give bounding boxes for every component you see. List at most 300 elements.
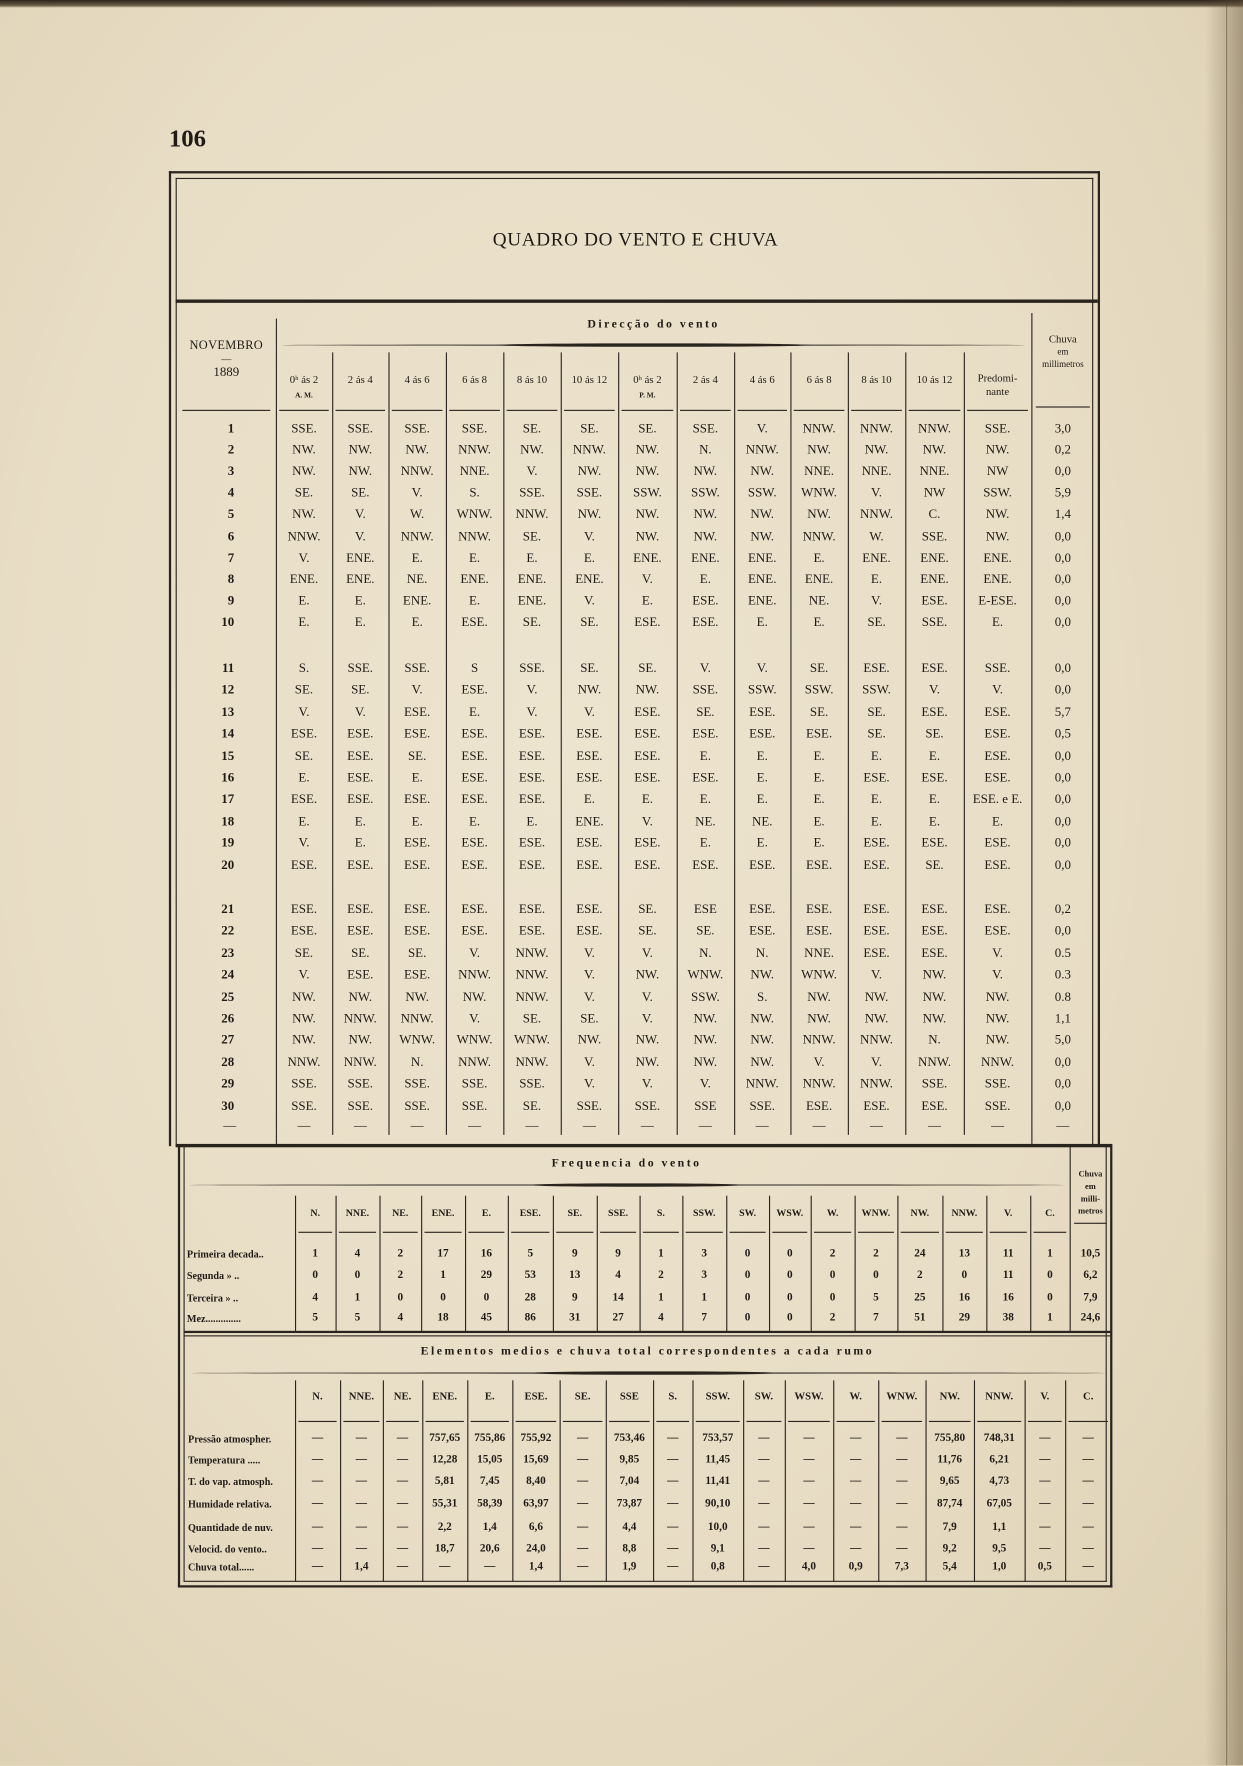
predominant-wind-cell: NW.: [985, 508, 1010, 522]
wind-direction-cell: E.: [928, 814, 941, 829]
wind-direction-cell: V.: [298, 968, 310, 982]
wind-direction-cell: ENE.: [575, 814, 604, 829]
frequency-count-cell: 29: [958, 1311, 970, 1325]
means-value-cell: 6,21: [989, 1453, 1010, 1466]
rain-mm-cell: 0,0: [1054, 594, 1071, 608]
wind-direction-cell: E.: [813, 771, 825, 785]
header-underline: [298, 1232, 332, 1233]
means-value-cell: —: [1039, 1453, 1051, 1466]
frequency-count-cell: 0: [312, 1268, 319, 1282]
wind-direction-cell: V.: [411, 486, 423, 501]
wind-direction-cell: NNW.: [802, 1034, 836, 1048]
wind-direction-cell: V.: [298, 836, 310, 851]
predominant-wind-cell: SSE.: [984, 1077, 1011, 1092]
means-section-title: Elementos medios e chuva total correspondentes a cada rumo: [420, 1345, 875, 1358]
wind-direction-cell: W.: [410, 508, 425, 522]
means-row-label: Pressão atmospher.: [188, 1433, 272, 1445]
wind-direction-cell: NW.: [348, 1034, 373, 1048]
wind-direction-cell: N.: [410, 1055, 424, 1070]
end-marker: —: [582, 1119, 596, 1133]
wind-direction-cell: V.: [583, 968, 595, 982]
frequency-column-header: NW.: [910, 1206, 930, 1219]
means-value-cell: —: [355, 1542, 368, 1555]
wind-direction-cell: SSE.: [634, 1099, 661, 1114]
wind-direction-cell: NNE.: [804, 465, 835, 479]
frequency-column-header: SSW.: [692, 1206, 716, 1219]
frequency-count-cell: 1: [440, 1268, 446, 1282]
header-underline: [392, 410, 443, 411]
frequency-count-cell: 0: [744, 1291, 751, 1304]
wind-direction-cell: E.: [411, 551, 423, 565]
wind-direction-cell: SSE.: [519, 1077, 545, 1092]
wind-direction-cell: SSE.: [749, 1099, 776, 1114]
wind-direction-cell: NW.: [292, 1012, 316, 1026]
rain-mm-cell: 0,0: [1054, 771, 1071, 785]
wind-direction-cell: N.: [928, 1034, 941, 1048]
wind-direction-cell: SSE.: [519, 662, 545, 676]
wind-direction-cell: ESE.: [461, 793, 488, 807]
wind-direction-cell: ESE.: [347, 902, 374, 917]
wind-direction-cell: V.: [699, 662, 711, 676]
wind-direction-cell: ESE.: [461, 902, 488, 917]
wind-direction-cell: NW.: [577, 465, 602, 479]
wind-direction-cell: NNW.: [400, 1012, 434, 1026]
frequency-count-cell: 0: [787, 1247, 793, 1260]
frequency-count-cell: 38: [1002, 1311, 1014, 1325]
wind-direction-cell: NE.: [808, 594, 830, 608]
frequency-count-cell: 1: [354, 1291, 361, 1304]
header-underline: [1036, 406, 1090, 407]
wind-direction-cell: ESE.: [692, 771, 719, 785]
wind-direction-cell: NW.: [462, 990, 487, 1004]
wind-direction-cell: WNW.: [514, 1034, 550, 1048]
frequency-column-header: WSW.: [776, 1206, 804, 1219]
wind-direction-cell: ESE.: [805, 858, 833, 873]
header-underline: [468, 1232, 504, 1233]
frequency-rain-cell: 24,6: [1080, 1311, 1101, 1325]
wind-direction-cell: ESE.: [461, 858, 488, 873]
wind-direction-cell: NW.: [693, 1055, 718, 1070]
means-value-cell: 9,5: [992, 1542, 1007, 1555]
wind-direction-cell: E.: [813, 551, 825, 565]
wind-direction-cell: SE.: [522, 422, 542, 436]
header-underline: [814, 1232, 851, 1233]
header-underline: [426, 1421, 464, 1422]
frequency-rain-header-line-1: Chuva: [1078, 1168, 1103, 1179]
wind-direction-cell: SE.: [294, 486, 314, 501]
means-value-cell: —: [758, 1432, 770, 1445]
frequency-count-cell: 24: [914, 1247, 926, 1260]
means-value-cell: —: [484, 1560, 496, 1573]
wind-direction-cell: NW.: [693, 529, 718, 544]
rain-mm-cell: 0,0: [1054, 836, 1071, 851]
header-underline: [383, 1232, 418, 1233]
means-value-cell: —: [758, 1497, 770, 1510]
end-marker: —: [870, 1119, 883, 1133]
means-value-cell: 755,92: [520, 1432, 552, 1445]
rain-header-line-3: millimetros: [1042, 359, 1084, 370]
wind-direction-cell: SSE.: [692, 422, 719, 436]
day-number: 12: [221, 683, 235, 698]
wind-direction-cell: SSW.: [862, 683, 891, 698]
wind-direction-cell: V.: [583, 990, 595, 1004]
rain-mm-cell: 5,7: [1054, 705, 1071, 720]
wind-direction-cell: E.: [813, 836, 825, 851]
wind-direction-cell: ESE.: [805, 902, 833, 917]
predominant-wind-cell: ESE.: [984, 749, 1011, 763]
wind-direction-cell: ESE.: [749, 902, 776, 917]
day-number: 9: [227, 594, 235, 608]
frequency-count-cell: 11: [1002, 1247, 1014, 1260]
wind-direction-cell: E.: [928, 749, 941, 763]
wind-direction-cell: SSE.: [461, 1099, 488, 1114]
means-value-cell: 58,39: [477, 1497, 503, 1510]
frequency-column-header: C.: [1045, 1206, 1055, 1219]
means-value-cell: 0,8: [710, 1560, 725, 1573]
header-underline: [182, 410, 270, 411]
means-value-cell: 1,1: [992, 1521, 1007, 1534]
day-number: 26: [221, 1012, 235, 1026]
header-underline: [929, 1421, 971, 1422]
frequency-count-cell: 0: [873, 1268, 879, 1282]
wind-direction-cell: ESE.: [921, 902, 948, 917]
means-value-cell: —: [803, 1497, 815, 1510]
end-marker: —: [223, 1119, 237, 1133]
predominant-wind-cell: ESE.: [984, 902, 1011, 917]
means-value-cell: 1,4: [528, 1560, 543, 1573]
means-value-cell: 7,3: [894, 1560, 909, 1573]
wind-direction-cell: NNW.: [745, 443, 779, 458]
wind-direction-cell: ESE.: [290, 727, 318, 742]
wind-direction-cell: V.: [411, 683, 423, 698]
means-row-label: Humidade relativa.: [188, 1498, 272, 1510]
end-marker: —: [640, 1119, 654, 1133]
wind-direction-cell: E.: [468, 705, 481, 720]
wind-direction-cell: ESE.: [576, 771, 603, 785]
wind-direction-cell: SE.: [522, 529, 542, 544]
frequency-count-cell: 1: [658, 1247, 664, 1260]
means-value-cell: —: [896, 1453, 908, 1466]
means-column-header: NNE.: [348, 1391, 375, 1403]
wind-direction-cell: NNW.: [287, 1055, 321, 1070]
wind-direction-cell: WNW.: [456, 508, 493, 522]
means-value-cell: —: [396, 1497, 409, 1510]
predominant-wind-cell: SSE.: [984, 1099, 1011, 1114]
means-value-cell: —: [311, 1432, 324, 1445]
means-value-cell: 7,45: [479, 1474, 500, 1488]
means-value-cell: —: [758, 1474, 770, 1488]
rain-mm-cell: 0,0: [1054, 858, 1071, 873]
wind-direction-cell: NW.: [577, 683, 602, 698]
means-column-header: V.: [1040, 1391, 1050, 1403]
predominant-wind-cell: ESE.: [984, 924, 1011, 939]
wind-direction-cell: NW.: [635, 508, 660, 522]
frequency-count-cell: 7: [873, 1311, 879, 1325]
year-label: 1889: [213, 365, 240, 380]
wind-direction-cell: SE.: [638, 422, 657, 436]
wind-direction-cell: SE.: [580, 662, 599, 676]
rain-mm-cell: 0,0: [1054, 551, 1071, 565]
predominant-header-line-2: nante: [985, 387, 1010, 399]
means-column-header: SSW.: [705, 1391, 730, 1403]
wind-direction-cell: ENE.: [402, 594, 432, 608]
means-value-cell: 11,45: [705, 1453, 731, 1466]
means-value-cell: —: [355, 1521, 368, 1534]
means-value-cell: —: [396, 1542, 409, 1555]
wind-direction-cell: NW.: [635, 465, 660, 479]
means-value-cell: 0,9: [848, 1560, 863, 1573]
means-value-cell: 755,80: [934, 1432, 966, 1445]
rain-mm-cell: 0,2: [1054, 443, 1071, 458]
wind-direction-cell: ENE.: [460, 572, 489, 587]
wind-direction-cell: NW.: [693, 1034, 718, 1048]
frequency-count-cell: 27: [612, 1311, 624, 1325]
wind-direction-cell: SE.: [407, 946, 427, 961]
means-value-cell: —: [803, 1453, 815, 1466]
means-value-cell: —: [577, 1474, 589, 1488]
header-underline: [746, 1421, 781, 1422]
wind-direction-cell: V.: [354, 529, 366, 544]
means-value-cell: —: [1082, 1521, 1094, 1534]
predominant-wind-cell: ESE.: [984, 727, 1011, 742]
wind-direction-cell: N.: [699, 946, 712, 961]
wind-direction-cell: SE.: [580, 615, 599, 630]
means-column-header: NNW.: [985, 1391, 1014, 1403]
time-column-header: 10 ás 12: [571, 374, 608, 387]
header-underline: [564, 410, 615, 411]
predominant-wind-cell: ENE.: [983, 551, 1012, 565]
wind-direction-cell: NE.: [695, 814, 716, 829]
wind-direction-cell: SE.: [638, 924, 657, 939]
wind-direction-cell: E.: [699, 793, 711, 807]
header-underline: [946, 1232, 983, 1233]
wind-direction-cell: NNW.: [860, 422, 893, 436]
frequency-column-header: N.: [310, 1206, 321, 1219]
wind-direction-cell: ESE.: [461, 749, 488, 763]
means-value-cell: —: [1082, 1542, 1094, 1555]
means-value-cell: —: [1082, 1432, 1094, 1445]
wind-direction-cell: SE.: [580, 422, 599, 436]
wind-direction-cell: ESE.: [518, 771, 546, 785]
wind-direction-cell: SSE.: [404, 1099, 430, 1114]
wind-direction-cell: NW.: [750, 1034, 775, 1048]
frequency-rain-cell: 6,2: [1083, 1268, 1098, 1282]
wind-direction-cell: SSE.: [291, 1099, 317, 1114]
wind-direction-cell: NW.: [750, 968, 775, 982]
frequency-count-cell: 0: [354, 1268, 361, 1282]
wind-direction-cell: V.: [354, 508, 366, 522]
wind-direction-cell: NW.: [807, 1012, 831, 1026]
wind-direction-cell: W.: [869, 529, 884, 544]
frequency-count-cell: 16: [1002, 1291, 1014, 1304]
wind-direction-cell: NNW.: [802, 422, 836, 436]
rain-mm-cell: 0.5: [1054, 946, 1071, 961]
header-underline: [336, 410, 386, 411]
time-column-header: 4 ás 6: [749, 374, 775, 387]
means-value-cell: —: [355, 1474, 368, 1488]
predominant-wind-cell: SSW.: [983, 486, 1012, 501]
wind-direction-cell: NNW.: [400, 465, 434, 479]
wind-direction-cell: V.: [871, 594, 882, 608]
wind-direction-cell: NW.: [807, 508, 831, 522]
header-underline: [772, 1232, 807, 1233]
means-value-cell: 753,57: [702, 1432, 734, 1445]
frequency-count-cell: 0: [829, 1291, 836, 1304]
frequency-column-header: V.: [1004, 1206, 1013, 1219]
end-marker: —: [468, 1119, 482, 1133]
means-value-cell: 9,65: [939, 1474, 960, 1488]
wind-direction-cell: SSW.: [691, 990, 720, 1004]
means-value-cell: 11,76: [937, 1453, 963, 1466]
wind-direction-cell: WNW.: [801, 486, 838, 501]
predominant-wind-cell: ESE.: [984, 836, 1011, 851]
means-value-cell: 1,4: [354, 1560, 369, 1573]
wind-direction-cell: E.: [298, 615, 310, 630]
means-value-cell: —: [311, 1542, 324, 1555]
wind-direction-cell: ENE.: [804, 572, 834, 587]
rain-mm-cell: 5,9: [1054, 486, 1071, 501]
wind-direction-cell: V.: [756, 422, 768, 436]
frequency-rain-header-line-3: milli-: [1080, 1193, 1101, 1204]
frequency-count-cell: 86: [524, 1311, 536, 1325]
means-value-cell: —: [850, 1474, 862, 1488]
wind-direction-cell: ESE.: [461, 836, 488, 851]
wind-direction-cell: ESE.: [404, 858, 431, 873]
rain-mm-cell: 5,0: [1054, 1034, 1071, 1048]
header-underline: [621, 410, 673, 411]
header-underline: [511, 1232, 549, 1233]
frequency-count-cell: 5: [527, 1247, 534, 1260]
header-underline: [686, 1232, 723, 1233]
wind-direction-cell: NNW.: [515, 508, 549, 522]
frequency-count-cell: 31: [569, 1311, 581, 1325]
wind-direction-cell: E.: [583, 551, 595, 565]
wind-direction-cell: NW.: [577, 1034, 602, 1048]
rain-mm-cell: 0.8: [1054, 990, 1071, 1004]
time-column-header: 2 ás 4: [692, 374, 718, 387]
wind-direction-cell: ESE.: [347, 968, 374, 982]
frequency-count-cell: 5: [354, 1311, 361, 1325]
wind-direction-cell: ESE.: [863, 902, 890, 917]
header-underline: [563, 1421, 602, 1422]
means-value-cell: —: [439, 1560, 451, 1573]
wind-direction-cell: ENE.: [920, 551, 949, 565]
wind-direction-cell: V.: [641, 572, 653, 587]
wind-direction-cell: E.: [468, 551, 481, 565]
day-number: 20: [221, 858, 235, 873]
header-underline: [882, 1421, 923, 1422]
means-value-cell: —: [896, 1542, 908, 1555]
wind-direction-cell: ESE.: [749, 727, 776, 742]
predominant-wind-cell: NW.: [985, 1012, 1010, 1026]
day-number: 22: [221, 924, 235, 939]
wind-direction-cell: NNW.: [860, 1077, 893, 1092]
means-value-cell: —: [396, 1560, 409, 1573]
predominant-wind-cell: NW: [986, 465, 1009, 479]
wind-direction-cell: NW.: [922, 1012, 947, 1026]
frequency-count-cell: 5: [312, 1311, 319, 1325]
day-number: 18: [221, 814, 235, 829]
wind-direction-cell: V.: [641, 814, 653, 829]
wind-direction-cell: NNE.: [459, 465, 490, 479]
wind-direction-cell: NW.: [292, 465, 316, 479]
wind-direction-cell: NW.: [635, 968, 660, 982]
rain-mm-cell: 0,0: [1054, 793, 1071, 807]
means-value-cell: —: [1082, 1560, 1094, 1573]
time-column-header: 0ʰ ás 2: [289, 374, 319, 387]
wind-direction-cell: E.: [411, 814, 423, 829]
wind-direction-cell: SSE.: [921, 1077, 948, 1092]
wind-direction-cell: ENE.: [575, 572, 604, 587]
wind-direction-cell: NW.: [635, 1034, 660, 1048]
means-value-cell: 2,2: [437, 1521, 452, 1534]
wind-direction-cell: V.: [641, 946, 653, 961]
wind-direction-cell: ENE.: [289, 572, 319, 587]
predominant-wind-cell: NW.: [985, 1034, 1010, 1048]
day-number: 23: [221, 946, 235, 961]
frequency-count-cell: 0: [744, 1311, 751, 1325]
wind-direction-cell: SE.: [522, 615, 542, 630]
day-number: 25: [221, 990, 235, 1004]
wind-direction-cell: S.: [298, 662, 310, 676]
day-number: 5: [227, 508, 235, 522]
means-value-cell: —: [896, 1497, 908, 1510]
wind-direction-cell: ESE.: [576, 749, 603, 763]
header-underline: [858, 1232, 894, 1233]
wind-direction-cell: NW.: [292, 1034, 316, 1048]
wind-direction-cell: NW.: [922, 968, 947, 982]
means-value-cell: 55,31: [432, 1497, 458, 1510]
header-underline: [1028, 1421, 1062, 1422]
end-marker: —: [755, 1119, 769, 1133]
frequency-count-cell: 4: [397, 1311, 404, 1325]
frequency-count-cell: 9: [571, 1291, 578, 1304]
wind-direction-cell: NNW.: [515, 990, 549, 1004]
wind-direction-cell: SSE.: [921, 529, 948, 544]
wind-direction-cell: E.: [526, 551, 538, 565]
end-marker: —: [297, 1119, 311, 1133]
means-value-cell: 67,05: [986, 1497, 1012, 1510]
rain-mm-cell: 0.3: [1054, 968, 1071, 982]
wind-direction-cell: ESE.: [576, 727, 603, 742]
frequency-count-cell: 2: [397, 1247, 404, 1260]
wind-direction-cell: E.: [813, 793, 825, 807]
wind-direction-cell: SSE.: [692, 683, 719, 698]
header-underline: [1034, 1232, 1067, 1233]
frequency-column-header: ESE.: [519, 1206, 541, 1219]
wind-direction-cell: E.: [870, 572, 883, 587]
wind-direction-cell: NW.: [520, 443, 544, 458]
means-column-header: ESE.: [524, 1391, 548, 1403]
wind-direction-cell: V.: [469, 946, 481, 961]
means-value-cell: —: [758, 1453, 770, 1466]
wind-direction-cell: SSE.: [404, 1077, 430, 1092]
wind-direction-cell: ESE.: [347, 858, 374, 873]
frequency-section-bottom-rule: [184, 1335, 1112, 1336]
wind-direction-cell: NW.: [635, 683, 660, 698]
wind-direction-cell: SSE.: [347, 1077, 374, 1092]
wind-direction-cell: ESE.: [634, 705, 661, 720]
frequency-count-cell: 9: [615, 1247, 621, 1260]
predominant-wind-cell: ESE.: [984, 858, 1011, 873]
rain-mm-cell: 0,0: [1054, 1055, 1071, 1070]
means-value-cell: —: [355, 1497, 368, 1510]
wind-direction-cell: SSE.: [461, 422, 488, 436]
wind-direction-cell: V.: [813, 1055, 825, 1070]
wind-direction-cell: ENE.: [346, 551, 375, 565]
means-value-cell: 757,65: [429, 1432, 461, 1445]
means-value-cell: 4,0: [801, 1560, 816, 1573]
